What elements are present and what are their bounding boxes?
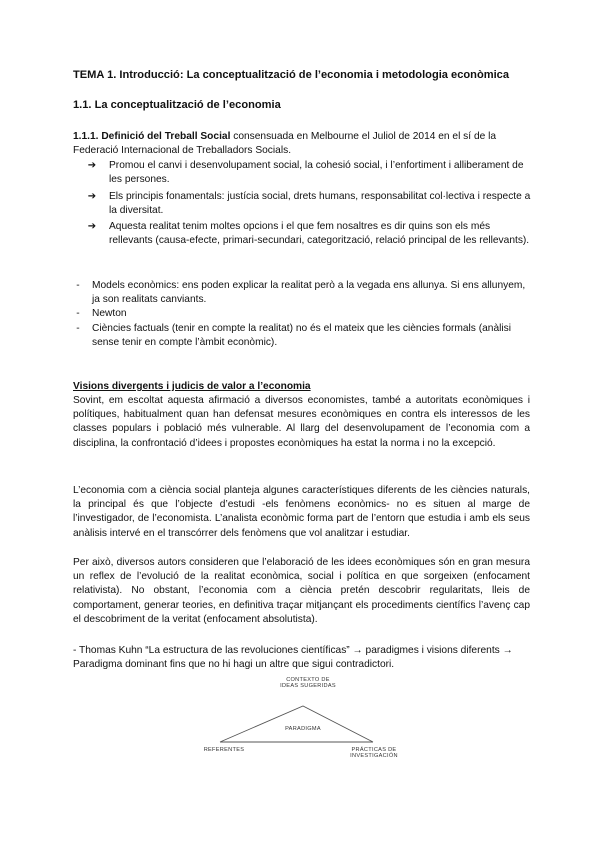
dash-list-item — [73, 307, 531, 321]
arrow-list-item-text: Aquesta realitat tenim moltes opcions i el que fem nosaltres es dir quins son els més rellevants (causa-efecte, primari-secundari, categorització, relació principal de les rellevants). — [109, 221, 530, 247]
body-paragraph: Per això, diversos autors consideren que l’elaboració de les idees econòmiques són en gran mesura un reflex de l’evolució de la realitat econòmica, social i política en que sorgeixen (enfocament relativista). No obstant, l’economia com a ciència pretén descobrir regularitats, lleis de comportament, generar teories, en definitiva traçar mitjançant els procediments científics l’avenç cap el descobriment de la veritat (enfocament absolutista). — [73, 557, 530, 625]
dash-bullet: - — [76, 308, 80, 319]
diagram-label-right: PRÁCTICAS DE INVESTIGACIÓN — [350, 747, 398, 759]
dash-list-item-text: Models econòmics: ens poden explicar la realitat però a la vegada ens allunya. Si ens allunyem, ja son realitats canviants. — [92, 280, 526, 306]
arrow-list-item-text: Promou el canvi i desenvolupament social, la cohesió social, i l’enfortiment i alliberament de les persones. — [109, 160, 524, 186]
diagram-label-left: REFERENTES — [203, 747, 245, 753]
dash-list-item — [73, 322, 531, 350]
body-paragraph: L’economia com a ciència social planteja algunes característiques diferents de les ciències naturals, la principal és que l’objecte d’estudi -els fenòmens econòmics- no es situen al marge de l’investigador, de l’economista. L’analista econòmic forma part de l’entorn que estudia i amb els seus anàlisis intervé en el transcórrer dels fenòmens que vol analitzar i estudiar. — [73, 485, 530, 539]
body-paragraph: Sovint, em escoltat aquesta afirmació a diversos economistes, també a autoritats econòmiques i polítiques, habitualment quan han defensat mesures econòmiques en contra els interessos de les classes populars i població més vulnerable. Al llarg del desenvolupament de l’economia com a disciplina, la confrontació d’idees i propostes econòmiques ha estat la norma i no la excepció. — [73, 395, 530, 449]
document-title: TEMA 1. Introducció: La conceptualització de l’economia i metodologia econòmica — [73, 69, 510, 81]
arrow-right-icon: ➔ — [87, 191, 97, 202]
triangle-sides — [220, 706, 373, 742]
section-heading-visions: Visions divergents i judicis de valor a l’economia — [73, 381, 311, 392]
diagram-label-top: CONTEXTO DE IDEAS SUGERIDAS — [280, 677, 336, 689]
definition-text: consensuada en Melbourne el Juliol de 2014 en el sí de la Federació Internacional de Treballadors Socials. — [73, 131, 497, 157]
dash-bullet: - — [76, 323, 80, 334]
body-paragraph-kuhn: - Thomas Kuhn “La estructura de las revoluciones científicas” → paradigmes i visions diferents → Paradigma dominant fins que no hi hagi un altre que sigui contradictori. — [73, 645, 513, 671]
dash-bullet: - — [76, 280, 80, 291]
arrow-right-icon: ➔ — [87, 160, 97, 171]
arrow-list-item — [81, 220, 531, 248]
arrow-list-item — [81, 159, 531, 187]
arrow-right-icon: ➔ — [87, 221, 97, 232]
dash-list-item — [73, 279, 531, 307]
definition-paragraph — [73, 130, 530, 158]
arrow-list-item — [81, 190, 531, 218]
paradigm-diagram — [190, 673, 430, 773]
definition-heading: 1.1.1. Definició del Treball Social — [73, 131, 231, 142]
dash-list-item-text: Newton — [92, 308, 127, 319]
arrow-list-item-text: Els principis fonamentals: justícia social, drets humans, responsabilitat col·lectiva i respecte a la diversitat. — [109, 191, 531, 217]
dash-list-item-text: Ciències factuals (tenir en compte la realitat) no és el mateix que les ciències formals (anàlisi sense tenir en compte l’àmbit econòmic). — [92, 323, 512, 349]
diagram-label-center: PARADIGMA — [285, 726, 321, 732]
section-heading-1-1: 1.1. La conceptualització de l’economia — [73, 99, 281, 111]
